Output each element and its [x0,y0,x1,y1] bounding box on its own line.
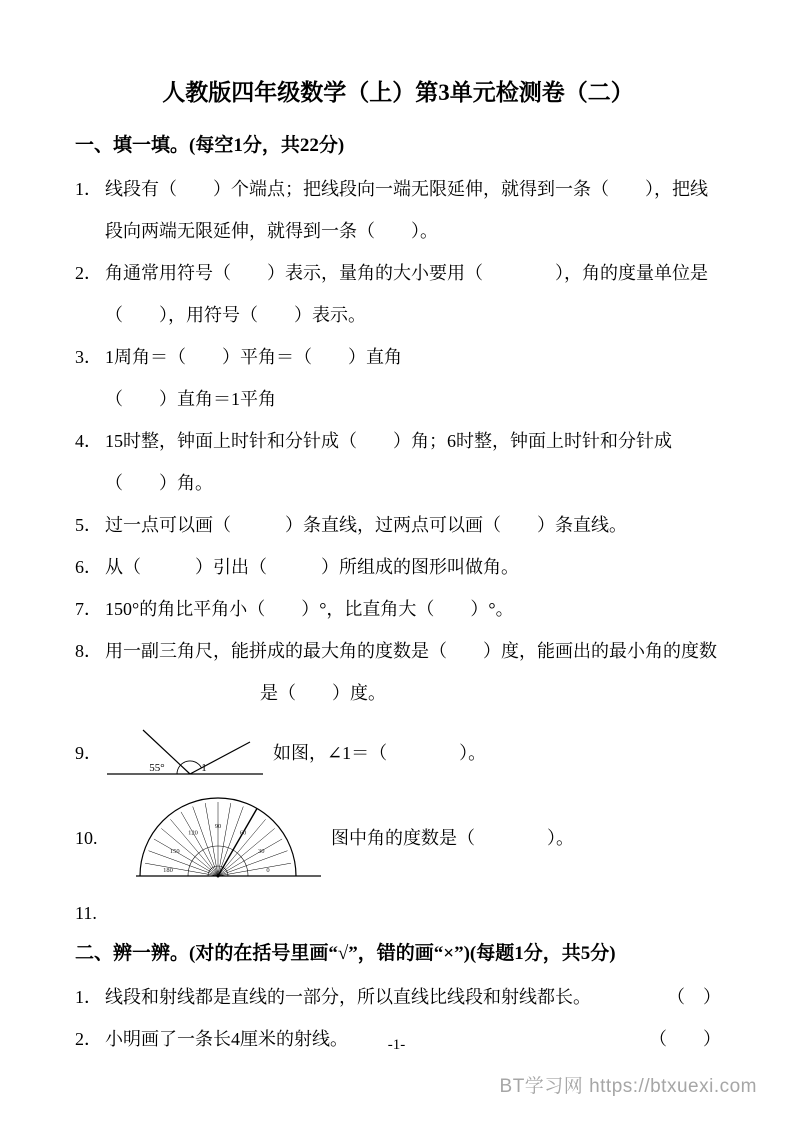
question-number: 9． [75,743,102,763]
question-number: 2． [75,263,102,283]
question-11 [75,892,721,934]
question-number: 7． [75,599,102,619]
protractor-figure [133,792,323,884]
question-5 [75,504,721,546]
tf-question-1 [75,976,721,1018]
question-number: 6． [75,557,102,577]
question-number: 8． [75,641,102,661]
question-number: 2． [75,1029,102,1049]
question-1 [75,168,721,252]
question-text: 角通常用符号（ ）表示，量角的大小要用（ ），角的度量单位是（ ），用符号（ ）表示。 [105,263,708,325]
question-text: 小明画了一条长4厘米的射线。 [105,1029,348,1049]
question-text-line1: 1周角＝（ ）平角＝（ ）直角 [105,347,402,367]
angle-diagram-lines [107,730,263,774]
question-number: 5． [75,515,102,535]
question-text: 过一点可以画（ ）条直线，过两点可以画（ ）条直线。 [105,515,627,535]
question-number: 10. [75,828,98,848]
question-text-line2: 是（ ）度。 [260,683,386,703]
question-number: 11. [75,903,97,923]
question-number: 1． [75,987,102,1007]
scale-number: 30 [258,848,265,855]
scale-number: 180 [163,867,173,874]
question-text: 图中角的度数是（ ）。 [331,828,574,848]
angle-arc [177,761,202,774]
protractor-fan-lines [144,802,292,876]
question-9 [75,722,721,784]
angle-diagram [105,722,265,784]
question-2 [75,252,721,336]
question-text: 线段和射线都是直线的一部分，所以直线比线段和射线都长。 [105,987,591,1007]
question-number: 1． [75,179,102,199]
question-text: 从（ ）引出（ ）所组成的图形叫做角。 [105,557,519,577]
question-text-line2: （ ）直角＝1平角 [105,389,276,409]
question-3 [75,336,721,420]
answer-bracket: （ ） [667,987,721,1007]
scale-number: 150 [169,848,180,855]
question-text: 150°的角比平角小（ ）°，比直角大（ ）°。 [105,599,514,619]
question-text: 如图，∠1＝（ ）。 [273,743,487,763]
section2-heading: 二、辨一辨。(对的在括号里画“√”，错的画“×”)(每题1分，共5分) [75,943,616,964]
question-6 [75,546,721,588]
watermark: BT学习网 https://btxuexi.com [499,1076,757,1097]
question-4 [75,420,721,504]
angle-1-label: 1 [201,762,207,774]
question-text: 线段有（ ）个端点；把线段向一端无限延伸，就得到一条（ ），把线段向两端无限延伸，就得到一条（ ）。 [105,179,708,241]
ray-right [190,742,250,774]
scale-number: 60 [239,829,247,837]
question-7 [75,588,721,630]
question-number: 4． [75,431,102,451]
protractor-outline [136,798,321,876]
question-number: 3． [75,347,102,367]
scale-number: 0 [266,867,270,874]
scale-number: 90 [214,823,222,830]
scale-number: 120 [188,829,198,837]
angle-55-label: 55° [149,762,165,774]
page-number: -1- [387,1037,406,1053]
question-text: 15时整，钟面上时针和分针成（ ）角；6时整，钟面上时针和分针成（ ）角。 [105,431,672,493]
answer-bracket: （ ） [649,1029,721,1049]
question-text-line1: 用一副三角尺，能拼成的最大角的度数是（ ）度，能画出的最小角的度数 [105,641,717,661]
page-title: 人教版四年级数学（上）第3单元检测卷（二） [162,80,634,105]
section1-heading: 一、填一填。(每空1分，共22分) [75,135,345,156]
question-8 [75,630,721,714]
question-10 [75,792,721,884]
protractor-center-point [217,875,220,878]
